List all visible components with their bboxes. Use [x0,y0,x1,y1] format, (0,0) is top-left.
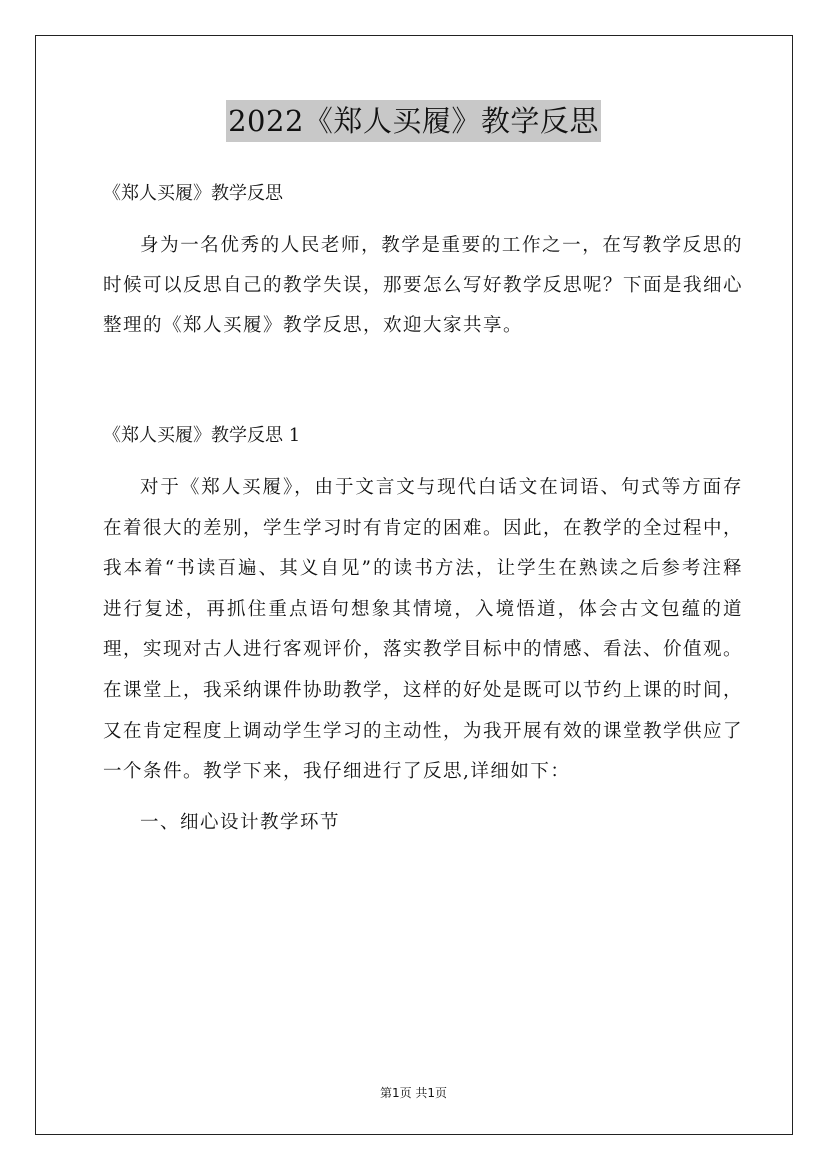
document-body [103,172,743,843]
page-footer: 第1页 共1页 [379,1086,448,1100]
section-1-paragraph: 对于《郑人买履》，由于文言文与现代白话文在词语、句式等方面存在着很大的差别，学生学习时有肯定的困难。因此，在教学的全过程中，我本着“书读百遍、其义自见”的读书方法，让学生在熟读之后参考注释进行复述，再抓住重点语句想象其情境，入境悟道，体会古文包蕴的道理，实现对古人进行客观评价，落实教学目标中的情感、看法、价值观。在课堂上，我采纳课件协助教学，这样的好处是既可以节约上课的时间，又在肯定程度上调动学生学习的主动性，为我开展有效的课堂教学供应了一个条件。教学下来，我仔细进行了反思,详细如下： [103,477,744,783]
section-1-subheading: 一、细心设计教学环节 [140,811,341,833]
intro-paragraph: 身为一名优秀的人民老师，教学是重要的工作之一，在写教学反思的时候可以反思自己的教学失误，那要怎么写好教学反思呢？下面是我细心整理的《郑人买履》教学反思，欢迎大家共享。 [103,235,744,336]
document-subtitle: 《郑人买履》教学反思 [103,183,283,204]
document-title: 2022《郑人买履》教学反思 [226,100,601,142]
title-wrap [0,100,827,142]
section-1-title: 《郑人买履》教学反思 1 [103,425,301,446]
section-spacer [103,346,743,414]
